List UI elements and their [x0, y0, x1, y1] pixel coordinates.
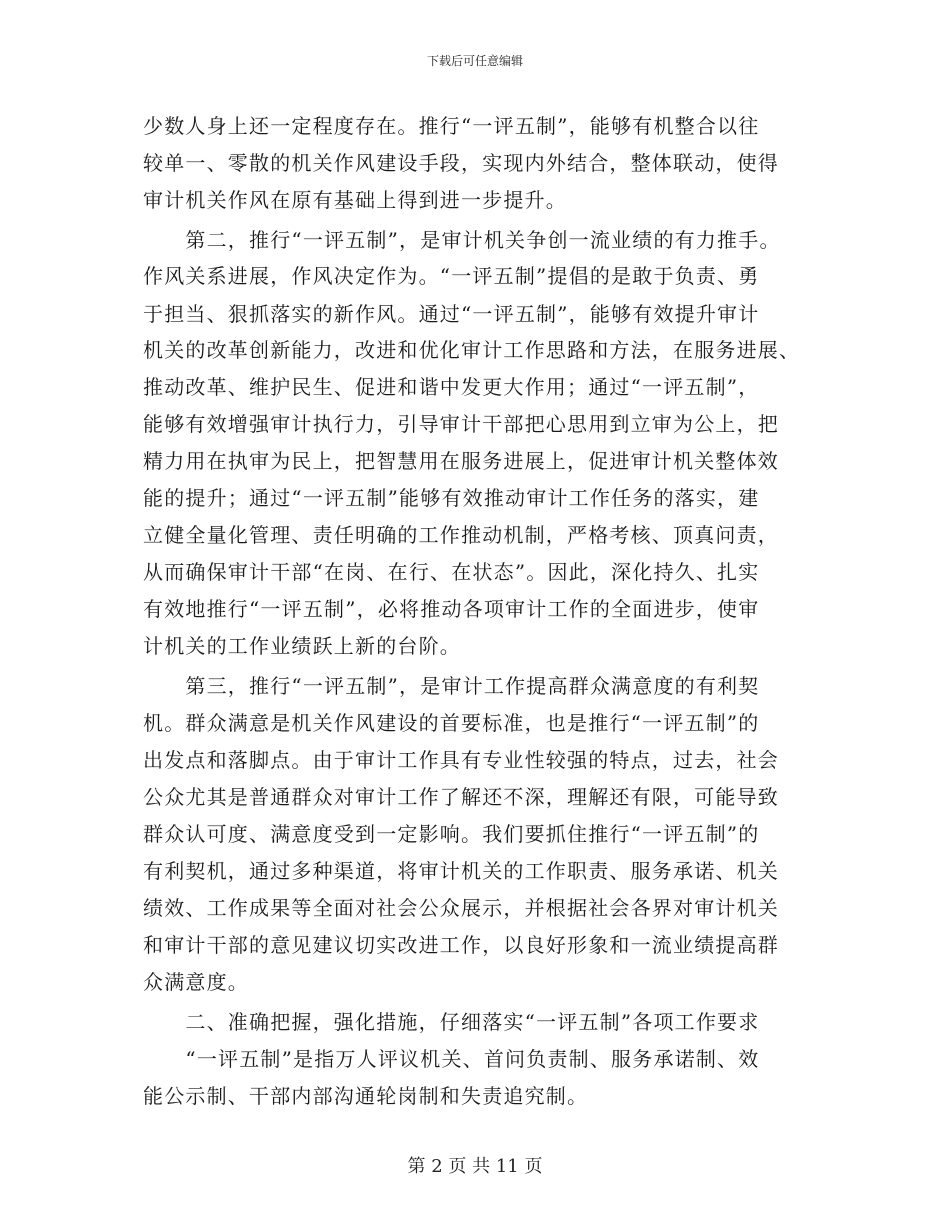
body-line: 机。群众满意是机关作风建设的首要标准，也是推行“一评五制”的 — [143, 711, 760, 735]
section-heading: 二、准确把握，强化措施，仔细落实“一评五制”各项工作要求 — [143, 1010, 760, 1034]
body-line: 能够有效增强审计执行力，引导审计干部把心思用到立审为公上，把 — [143, 412, 779, 436]
body-line: “一评五制”是指万人评议机关、首问负责制、服务承诺制、效 — [143, 1047, 760, 1071]
body-line: 于担当、狠抓落实的新作风。通过“一评五制”，能够有效提升审计 — [143, 302, 760, 326]
page-header: 下载后可任意编辑 — [426, 54, 523, 68]
body-line: 计机关的工作业绩跃上新的台阶。 — [143, 634, 461, 658]
body-line: 绩效、工作成果等全面对社会公众展示，并根据社会各界对审计机关 — [143, 896, 779, 920]
body-line: 推动改革、维护民生、促进和谐中发更大作用；通过“一评五制”， — [143, 375, 760, 399]
body-line: 审计机关作风在原有基础上得到进一步提升。 — [143, 188, 567, 212]
body-line: 有效地推行“一评五制”，必将推动各项审计工作的全面进步，使审 — [143, 597, 760, 621]
body-line: 较单一、零散的机关作风建设手段，实现内外结合，整体联动，使得 — [143, 151, 779, 175]
body-line: 机关的改革创新能力，改进和优化审计工作思路和方法，在服务进展、 — [143, 338, 801, 362]
body-line: 和审计干部的意见建议切实改进工作，以良好形象和一流业绩提高群 — [143, 933, 779, 957]
body-line: 第二，推行“一评五制”，是审计机关争创一流业绩的有力推手。 — [143, 228, 781, 252]
body-line: 出发点和落脚点。由于审计工作具有专业性较强的特点，过去，社会 — [143, 748, 779, 772]
page-number-footer: 第 2 页 共 11 页 — [407, 1156, 543, 1177]
body-line: 公众尤其是普通群众对审计工作了解还不深，理解还有限，可能导致 — [143, 785, 779, 809]
body-line: 立健全量化管理、责任明确的工作推动机制，严格考核、顶真问责， — [143, 523, 779, 547]
body-line: 精力用在执审为民上，把智慧用在服务进展上，促进审计机关整体效 — [143, 449, 779, 473]
body-line: 从而确保审计干部“在岗、在行、在状态”。因此，深化持久、扎实 — [143, 560, 760, 584]
body-line: 第三，推行“一评五制”，是审计工作提高群众满意度的有利契 — [143, 674, 760, 698]
body-line: 作风关系进展，作风决定作为。“一评五制”提倡的是敢于负责、勇 — [143, 264, 760, 288]
body-line: 众满意度。 — [143, 970, 249, 994]
body-line: 能公示制、干部内部沟通轮岗制和失责追究制。 — [143, 1084, 589, 1108]
body-line: 有利契机，通过多种渠道，将审计机关的工作职责、服务承诺、机关 — [143, 859, 779, 883]
body-line: 群众认可度、满意度受到一定影响。我们要抓住推行“一评五制”的 — [143, 822, 760, 846]
body-line: 能的提升；通过“一评五制”能够有效推动审计工作任务的落实，建 — [143, 486, 760, 510]
body-line: 少数人身上还一定程度存在。推行“一评五制”，能够有机整合以往 — [143, 114, 760, 138]
